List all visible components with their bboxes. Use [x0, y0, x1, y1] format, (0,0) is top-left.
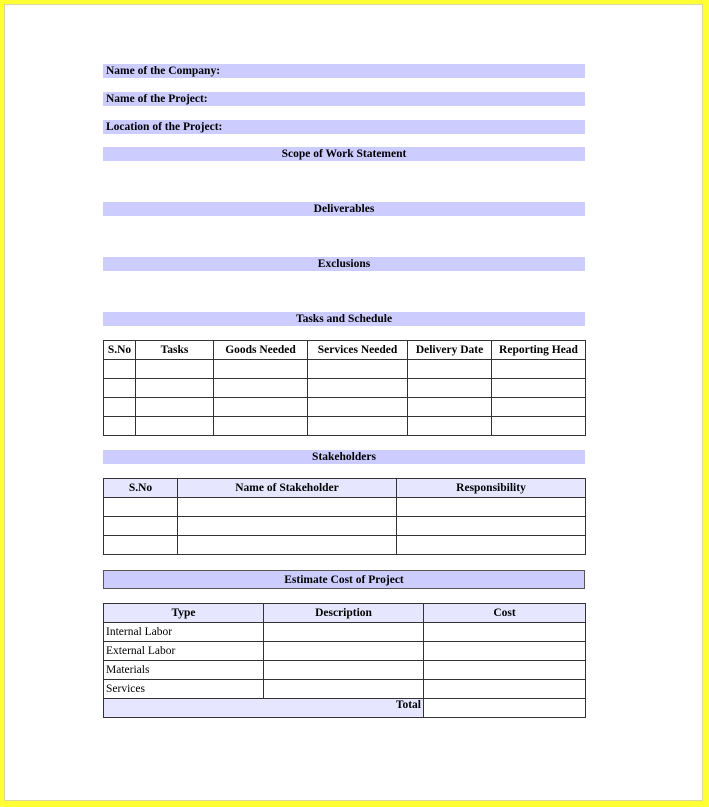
col-services-needed: Services Needed [308, 341, 408, 360]
table-cell[interactable] [492, 417, 586, 436]
table-cell[interactable] [264, 642, 424, 661]
table-cell[interactable] [397, 517, 586, 536]
cost-table [103, 603, 586, 718]
table-cell[interactable] [308, 398, 408, 417]
project-name-label: Name of the Project: [106, 93, 208, 105]
table-row [104, 398, 586, 417]
table-cell[interactable] [104, 417, 136, 436]
cost-header-row [104, 604, 586, 623]
table-row [104, 498, 586, 517]
total-row [104, 699, 586, 718]
table-cell[interactable] [408, 360, 492, 379]
col-reporting-head: Reporting Head [492, 341, 586, 360]
table-cell[interactable] [104, 536, 178, 555]
table-cell[interactable] [424, 642, 586, 661]
table-cell[interactable] [104, 360, 136, 379]
table-cell[interactable] [136, 398, 214, 417]
col-cost: Cost [424, 604, 586, 623]
deliverables-heading: Deliverables [103, 202, 585, 216]
table-cell[interactable] [264, 680, 424, 699]
total-label: Total [104, 699, 424, 718]
table-row [104, 379, 586, 398]
project-location-field[interactable] [103, 120, 585, 134]
table-cell[interactable] [424, 680, 586, 699]
stakeholders-header-row [104, 479, 586, 498]
table-cell[interactable] [264, 661, 424, 680]
project-name-field[interactable] [103, 92, 585, 106]
col-sno: S.No [104, 341, 136, 360]
table-cell[interactable] [408, 417, 492, 436]
table-cell[interactable] [104, 379, 136, 398]
table-cell[interactable] [178, 498, 397, 517]
table-row [104, 360, 586, 379]
table-cell[interactable] [397, 536, 586, 555]
table-cell[interactable] [264, 623, 424, 642]
table-cell[interactable] [104, 398, 136, 417]
table-cell[interactable] [492, 398, 586, 417]
company-name-field[interactable] [103, 64, 585, 78]
table-cell[interactable] [136, 379, 214, 398]
table-cell[interactable] [104, 517, 178, 536]
table-cell[interactable] [136, 360, 214, 379]
col-responsibility: Responsibility [397, 479, 586, 498]
table-cell[interactable] [136, 417, 214, 436]
col-stakeholder-name: Name of Stakeholder [178, 479, 397, 498]
col-description: Description [264, 604, 424, 623]
cost-type-cell: Materials [104, 661, 264, 680]
table-row [104, 680, 586, 699]
exclusions-heading: Exclusions [103, 257, 585, 271]
table-cell[interactable] [308, 360, 408, 379]
table-cell[interactable] [214, 398, 308, 417]
table-cell[interactable] [492, 379, 586, 398]
col-sno: S.No [104, 479, 178, 498]
table-cell[interactable] [214, 417, 308, 436]
table-row [104, 536, 586, 555]
project-location-label: Location of the Project: [106, 121, 223, 133]
col-tasks: Tasks [136, 341, 214, 360]
table-row [104, 661, 586, 680]
table-cell[interactable] [492, 360, 586, 379]
table-cell[interactable] [397, 498, 586, 517]
estimate-heading: Estimate Cost of Project [103, 570, 585, 589]
table-cell[interactable] [308, 417, 408, 436]
col-goods-needed: Goods Needed [214, 341, 308, 360]
document-page [4, 4, 703, 801]
cost-type-cell: Internal Labor [104, 623, 264, 642]
table-row [104, 417, 586, 436]
col-type: Type [104, 604, 264, 623]
table-cell[interactable] [214, 379, 308, 398]
table-cell[interactable] [408, 398, 492, 417]
scope-heading: Scope of Work Statement [103, 147, 585, 161]
company-name-label: Name of the Company: [106, 65, 221, 77]
table-cell[interactable] [424, 623, 586, 642]
table-cell[interactable] [178, 517, 397, 536]
table-row [104, 642, 586, 661]
stakeholders-heading: Stakeholders [103, 450, 585, 464]
table-cell[interactable] [214, 360, 308, 379]
table-cell[interactable] [104, 498, 178, 517]
table-row [104, 623, 586, 642]
tasks-table [103, 340, 586, 436]
table-cell[interactable] [178, 536, 397, 555]
col-delivery-date: Delivery Date [408, 341, 492, 360]
cost-type-cell: Services [104, 680, 264, 699]
stakeholders-table [103, 478, 586, 555]
table-cell[interactable] [308, 379, 408, 398]
cost-type-cell: External Labor [104, 642, 264, 661]
tasks-header-row [104, 341, 586, 360]
tasks-heading: Tasks and Schedule [103, 312, 585, 326]
table-cell[interactable] [424, 661, 586, 680]
total-value-cell[interactable] [424, 699, 586, 718]
table-row [104, 517, 586, 536]
table-cell[interactable] [408, 379, 492, 398]
